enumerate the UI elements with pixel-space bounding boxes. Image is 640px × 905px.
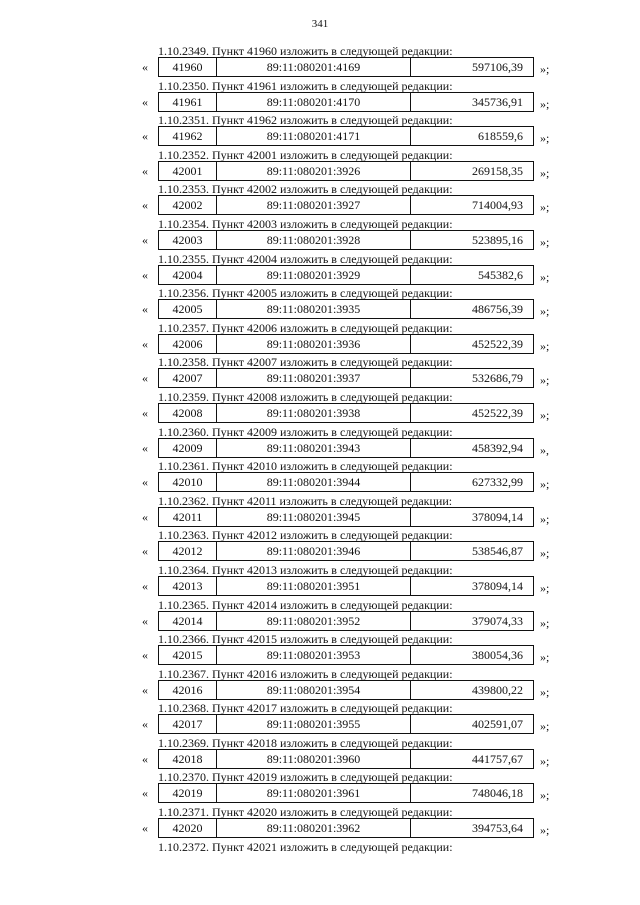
amendment-block (0, 355, 640, 390)
close-quote: », (540, 442, 549, 457)
amendment-table-row (140, 161, 580, 181)
amendment-heading: 1.10.2359. Пункт 42008 изложить в следующей редакции: (158, 389, 453, 404)
item-number-cell: 42008 (159, 404, 217, 422)
open-quote: « (142, 302, 148, 317)
table-row (158, 126, 534, 146)
item-number-cell: 42011 (159, 508, 217, 526)
table-row (158, 783, 534, 803)
cadastral-number-cell: 89:11:080201:3955 (217, 715, 411, 733)
amendment-table-row (140, 645, 580, 665)
item-number-cell: 41961 (159, 93, 217, 111)
value-cell: 532686,79 (472, 371, 523, 386)
close-quote: »; (540, 684, 550, 699)
open-quote: « (142, 60, 148, 74)
amendment-table-row (140, 126, 580, 146)
amendment-table-row (140, 368, 580, 388)
open-quote: « (142, 336, 148, 351)
close-quote: »; (540, 96, 550, 111)
item-number-cell: 42016 (159, 681, 217, 699)
close-quote: »; (540, 546, 550, 561)
open-quote: « (142, 371, 148, 386)
item-number-cell: 42015 (159, 646, 217, 664)
close-quote: »; (540, 373, 550, 388)
amendment-block (0, 217, 640, 252)
table-row (158, 368, 534, 388)
cadastral-number-cell: 89:11:080201:3943 (217, 439, 411, 457)
value-cell: 441757,67 (472, 751, 523, 766)
cadastral-number-cell: 89:11:080201:3952 (217, 612, 411, 630)
value-cell: 523895,16 (472, 232, 523, 247)
table-row (158, 195, 534, 215)
cadastral-number-cell: 89:11:080201:3951 (217, 577, 411, 595)
item-number-cell: 42007 (159, 369, 217, 387)
amendment-table-row (140, 507, 580, 527)
amendment-heading: 1.10.2363. Пункт 42012 изложить в следующей редакции: (158, 528, 453, 543)
item-number-cell: 42001 (159, 162, 217, 180)
cadastral-number-cell: 89:11:080201:3961 (217, 784, 411, 802)
amendment-block (0, 286, 640, 321)
open-quote: « (142, 129, 148, 144)
amendment-heading: 1.10.2361. Пункт 42010 изложить в следующей редакции: (158, 459, 453, 474)
table-row (158, 403, 534, 423)
cadastral-number-cell: 89:11:080201:3935 (217, 300, 411, 318)
amendment-heading: 1.10.2352. Пункт 42001 изложить в следующей редакции: (158, 147, 453, 162)
item-number-cell: 41962 (159, 127, 217, 145)
close-quote: »; (540, 823, 550, 838)
amendment-block (0, 182, 640, 217)
amendment-table-row (140, 749, 580, 769)
item-number-cell: 42017 (159, 715, 217, 733)
close-quote: »; (540, 200, 550, 215)
amendment-heading: 1.10.2349. Пункт 41960 изложить в следующей редакции: (158, 44, 453, 58)
value-cell: 618559,6 (478, 129, 523, 144)
open-quote: « (142, 509, 148, 524)
open-quote: « (142, 475, 148, 490)
amendment-block (0, 563, 640, 598)
close-quote: »; (540, 407, 550, 422)
open-quote: « (142, 578, 148, 593)
amendment-block (0, 840, 640, 875)
amendment-heading: 1.10.2365. Пункт 42014 изложить в следующей редакции: (158, 597, 453, 612)
close-quote: »; (540, 304, 550, 319)
item-number-cell: 42012 (159, 542, 217, 560)
close-quote: »; (540, 338, 550, 353)
table-row (158, 541, 534, 561)
table-row (158, 680, 534, 700)
table-row (158, 714, 534, 734)
cadastral-number-cell: 89:11:080201:3936 (217, 335, 411, 353)
amendment-heading: 1.10.2366. Пункт 42015 изложить в следующей редакции: (158, 632, 453, 647)
amendment-table-row (140, 403, 580, 423)
open-quote: « (142, 405, 148, 420)
amendment-table-row (140, 265, 580, 285)
amendment-block (0, 425, 640, 460)
cadastral-number-cell: 89:11:080201:3960 (217, 750, 411, 768)
amendment-heading: 1.10.2353. Пункт 42002 изложить в следующей редакции: (158, 182, 453, 197)
amendment-table-row (140, 714, 580, 734)
amendment-block (0, 701, 640, 736)
open-quote: « (142, 232, 148, 247)
amendment-table-row (140, 57, 580, 77)
amendment-heading: 1.10.2357. Пункт 42006 изложить в следующей редакции: (158, 320, 453, 335)
cadastral-number-cell: 89:11:080201:3946 (217, 542, 411, 560)
amendment-heading: 1.10.2356. Пункт 42005 изложить в следующей редакции: (158, 286, 453, 301)
amendment-block (0, 528, 640, 563)
amendment-table-row (140, 818, 580, 838)
value-cell: 538546,87 (472, 544, 523, 559)
amendment-table-row (140, 541, 580, 561)
amendment-block (0, 79, 640, 114)
table-row (158, 334, 534, 354)
amendment-heading: 1.10.2371. Пункт 42020 изложить в следующей редакции: (158, 805, 453, 820)
value-cell: 627332,99 (472, 475, 523, 490)
open-quote: « (142, 613, 148, 628)
table-row (158, 507, 534, 527)
item-number-cell: 42013 (159, 577, 217, 595)
close-quote: »; (540, 234, 550, 249)
page-number: 341 (311, 18, 329, 30)
close-quote: »; (540, 615, 550, 630)
table-row (158, 265, 534, 285)
open-quote: « (142, 751, 148, 766)
amendment-table-row (140, 611, 580, 631)
cadastral-number-cell: 89:11:080201:3945 (217, 508, 411, 526)
open-quote: « (142, 198, 148, 213)
open-quote: « (142, 440, 148, 455)
amendment-heading: 1.10.2350. Пункт 41961 изложить в следующей редакции: (158, 78, 453, 93)
cadastral-number-cell: 89:11:080201:3962 (217, 819, 411, 837)
amendment-table-row (140, 783, 580, 803)
cadastral-number-cell: 89:11:080201:3926 (217, 162, 411, 180)
value-cell: 748046,18 (472, 786, 523, 801)
amendment-heading: 1.10.2362. Пункт 42011 изложить в следующей редакции: (158, 493, 453, 508)
value-cell: 402591,07 (472, 717, 523, 732)
value-cell: 378094,14 (472, 509, 523, 524)
item-number-cell: 42019 (159, 784, 217, 802)
amendment-table-row (140, 438, 580, 458)
open-quote: « (142, 821, 148, 836)
value-cell: 394753,64 (472, 821, 523, 836)
item-number-cell: 42009 (159, 439, 217, 457)
close-quote: »; (540, 269, 550, 284)
value-cell: 269158,35 (472, 163, 523, 178)
table-row (158, 818, 534, 838)
table-row (158, 576, 534, 596)
close-quote: »; (540, 511, 550, 526)
open-quote: « (142, 544, 148, 559)
open-quote: « (142, 163, 148, 178)
amendment-table-row (140, 576, 580, 596)
table-row (158, 749, 534, 769)
table-row (158, 611, 534, 631)
amendment-table-row (140, 680, 580, 700)
cadastral-number-cell: 89:11:080201:3928 (217, 231, 411, 249)
open-quote: « (142, 94, 148, 109)
item-number-cell: 42018 (159, 750, 217, 768)
amendment-block (0, 598, 640, 633)
value-cell: 458392,94 (472, 440, 523, 455)
amendment-block (0, 252, 640, 287)
close-quote: »; (540, 650, 550, 665)
amendment-heading: 1.10.2358. Пункт 42007 изложить в следующей редакции: (158, 355, 453, 370)
amendment-table-row (140, 472, 580, 492)
amendment-block (0, 113, 640, 148)
cadastral-number-cell: 89:11:080201:3938 (217, 404, 411, 422)
item-number-cell: 42004 (159, 266, 217, 284)
amendment-block (0, 148, 640, 183)
amendment-table-row (140, 299, 580, 319)
item-number-cell: 42005 (159, 300, 217, 318)
amendment-block (0, 459, 640, 494)
cadastral-number-cell: 89:11:080201:4171 (217, 127, 411, 145)
amendment-heading: 1.10.2360. Пункт 42009 изложить в следующей редакции: (158, 424, 453, 439)
amendment-table-row (140, 230, 580, 250)
cadastral-number-cell: 89:11:080201:3944 (217, 473, 411, 491)
value-cell: 486756,39 (472, 302, 523, 317)
value-cell: 378094,14 (472, 578, 523, 593)
item-number-cell: 42002 (159, 196, 217, 214)
close-quote: »; (540, 131, 550, 146)
value-cell: 345736,91 (472, 94, 523, 109)
amendment-block (0, 390, 640, 425)
amendment-heading: 1.10.2367. Пункт 42016 изложить в следующей редакции: (158, 666, 453, 681)
close-quote: »; (540, 165, 550, 180)
cadastral-number-cell: 89:11:080201:3937 (217, 369, 411, 387)
value-cell: 452522,39 (472, 336, 523, 351)
cadastral-number-cell: 89:11:080201:3954 (217, 681, 411, 699)
value-cell: 380054,36 (472, 648, 523, 663)
item-number-cell: 42003 (159, 231, 217, 249)
table-row (158, 645, 534, 665)
amendment-list (0, 44, 640, 874)
amendment-block (0, 494, 640, 529)
amendment-table-row (140, 334, 580, 354)
open-quote: « (142, 682, 148, 697)
open-quote: « (142, 717, 148, 732)
cadastral-number-cell: 89:11:080201:4170 (217, 93, 411, 111)
table-row (158, 299, 534, 319)
amendment-block (0, 805, 640, 840)
close-quote: »; (540, 62, 550, 76)
value-cell: 545382,6 (478, 267, 523, 282)
item-number-cell: 42010 (159, 473, 217, 491)
amendment-block (0, 632, 640, 667)
amendment-heading: 1.10.2370. Пункт 42019 изложить в следующей редакции: (158, 770, 453, 785)
amendment-block (0, 736, 640, 771)
amendment-heading: 1.10.2351. Пункт 41962 изложить в следующей редакции: (158, 113, 453, 128)
item-number-cell: 41960 (159, 58, 217, 76)
table-row (158, 472, 534, 492)
table-row (158, 92, 534, 112)
table-row (158, 57, 534, 77)
close-quote: »; (540, 477, 550, 492)
value-cell: 452522,39 (472, 405, 523, 420)
amendment-block (0, 667, 640, 702)
value-cell: 714004,93 (472, 198, 523, 213)
amendment-heading: 1.10.2369. Пункт 42018 изложить в следующей редакции: (158, 735, 453, 750)
open-quote: « (142, 267, 148, 282)
item-number-cell: 42014 (159, 612, 217, 630)
value-cell: 597106,39 (472, 60, 523, 74)
value-cell: 439800,22 (472, 682, 523, 697)
table-row (158, 230, 534, 250)
open-quote: « (142, 648, 148, 663)
amendment-heading: 1.10.2354. Пункт 42003 изложить в следующей редакции: (158, 216, 453, 231)
table-row (158, 438, 534, 458)
amendment-heading: 1.10.2372. Пункт 42021 изложить в следующей редакции: (158, 839, 453, 854)
amendment-table-row (140, 195, 580, 215)
value-cell: 379074,33 (472, 613, 523, 628)
close-quote: »; (540, 753, 550, 768)
amendment-heading: 1.10.2364. Пункт 42013 изложить в следующей редакции: (158, 562, 453, 577)
amendment-block (0, 44, 640, 79)
open-quote: « (142, 786, 148, 801)
cadastral-number-cell: 89:11:080201:4169 (217, 58, 411, 76)
cadastral-number-cell: 89:11:080201:3929 (217, 266, 411, 284)
amendment-block (0, 321, 640, 356)
close-quote: »; (540, 719, 550, 734)
close-quote: »; (540, 580, 550, 595)
close-quote: »; (540, 788, 550, 803)
item-number-cell: 42006 (159, 335, 217, 353)
amendment-table-row (140, 92, 580, 112)
table-row (158, 161, 534, 181)
amendment-block (0, 770, 640, 805)
amendment-heading: 1.10.2368. Пункт 42017 изложить в следующей редакции: (158, 701, 453, 716)
cadastral-number-cell: 89:11:080201:3927 (217, 196, 411, 214)
item-number-cell: 42020 (159, 819, 217, 837)
cadastral-number-cell: 89:11:080201:3953 (217, 646, 411, 664)
amendment-heading: 1.10.2355. Пункт 42004 изложить в следующей редакции: (158, 251, 453, 266)
